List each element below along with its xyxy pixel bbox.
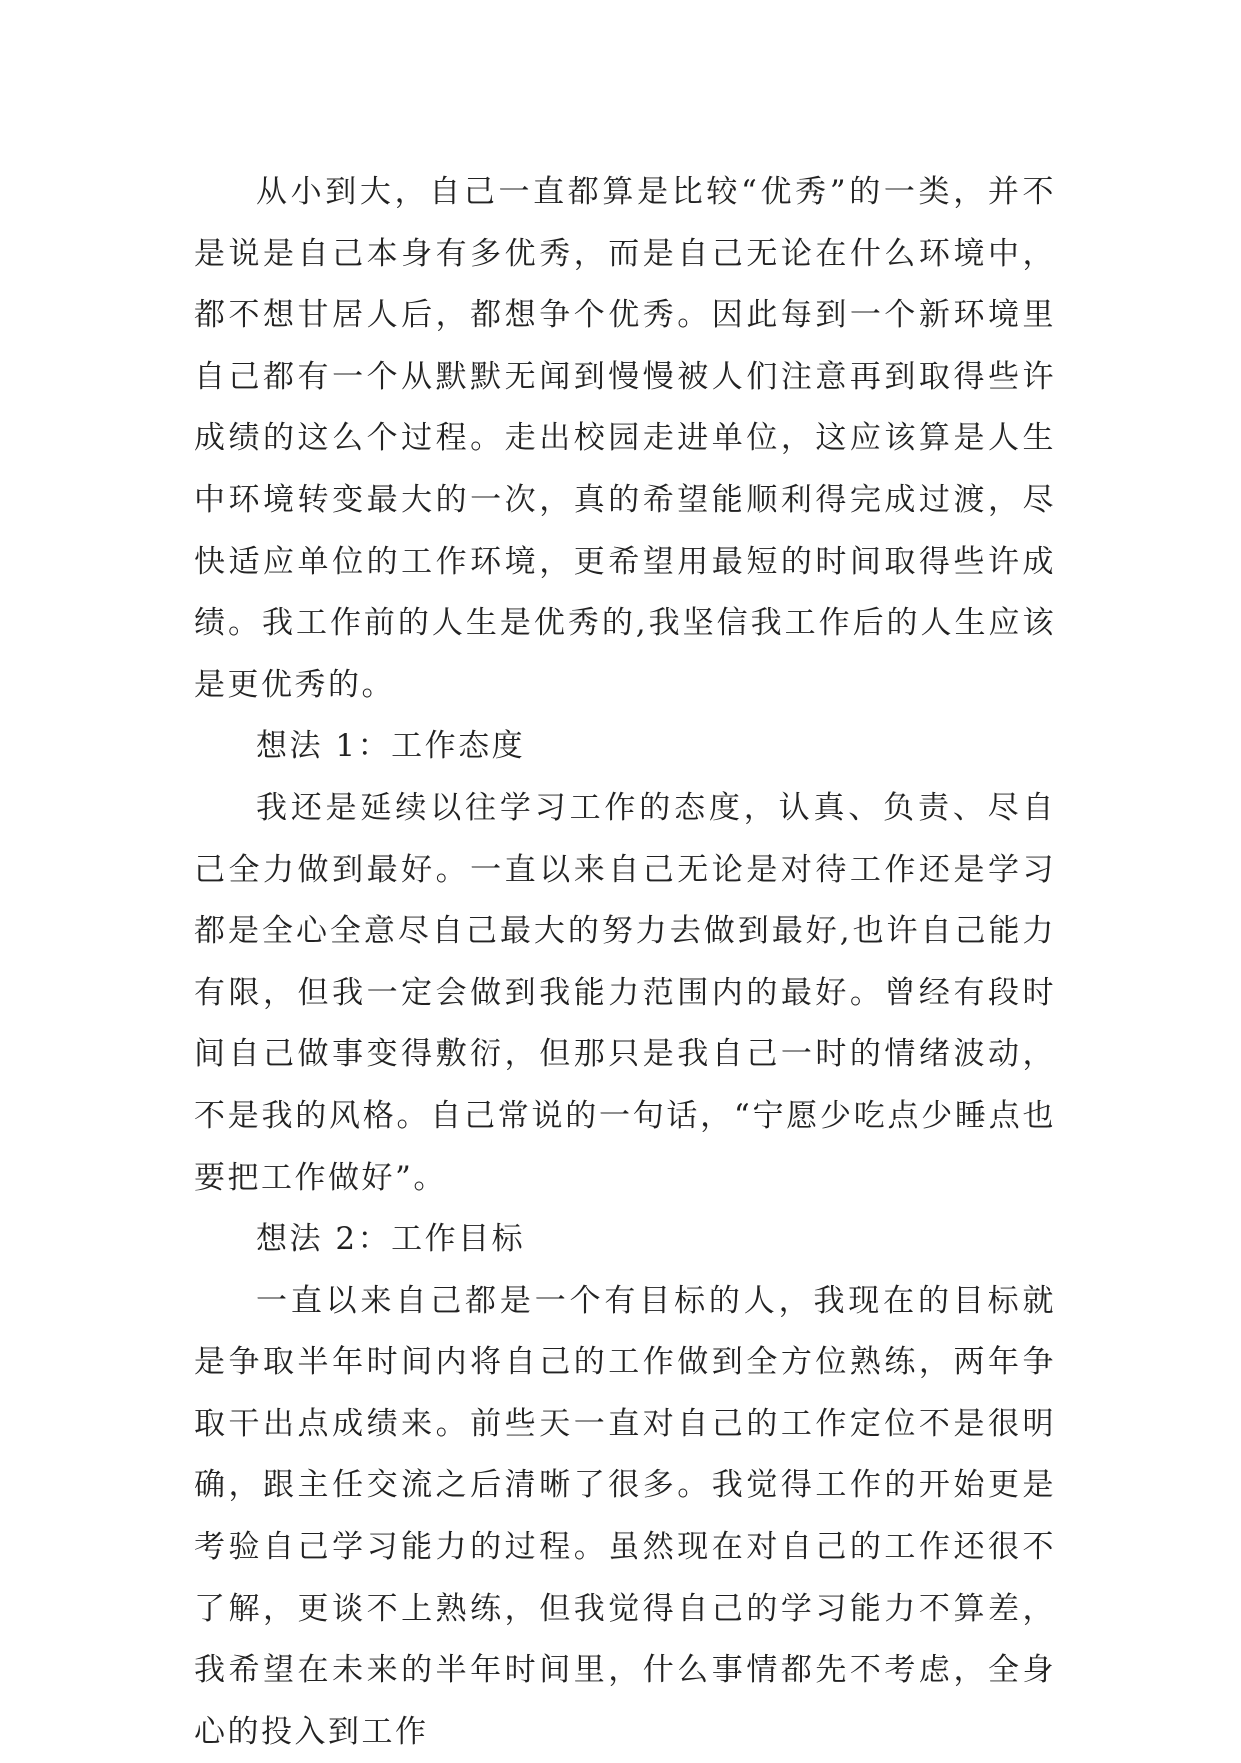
document-body [194,162,1056,1763]
paragraph-work-attitude: 我还是延续以往学习工作的态度，认真、负责、尽自己全力做到最好。一直以来自己无论是对待工作还是学习都是全心全意尽自己最大的努力去做到最好,也许自己能力有限，但我一定会做到我能力范围内的最好。曾经有段时间自己做事变得敷衍，但那只是我自己一时的情绪波动，不是我的风格。自己常说的一句话，“宁愿少吃点少睡点也要把工作做好”。 [194,789,1056,1196]
paragraph-intro: 从小到大，自己一直都算是比较“优秀”的一类，并不是说是自己本身有多优秀，而是自己无论在什么环境中，都不想甘居人后，都想争个优秀。因此每到一个新环境里自己都有一个从默默无闻到慢慢被人们注意再到取得些许成绩的这么个过程。走出校园走进单位，这应该算是人生中环境转变最大的一次，真的希望能顺利得完成过渡，尽快适应单位的工作环境，更希望用最短的时间取得些许成绩。我工作前的人生是优秀的,我坚信我工作后的人生应该是更优秀的。 [194,174,1056,703]
paragraph-work-goal: 一直以来自己都是一个有目标的人，我现在的目标就是争取半年时间内将自己的工作做到全方位熟练，两年争取干出点成绩来。前些天一直对自己的工作定位不是很明确，跟主任交流之后清晰了很多。我觉得工作的开始更是考验自己学习能力的过程。虽然现在对自己的工作还很不了解，更谈不上熟练，但我觉得自己的学习能力不算差，我希望在未来的半年时间里，什么事情都先不考虑，全身心的投入到工作 [194,1282,1056,1750]
heading-idea-2: 想法 2：工作目标 [256,1221,526,1258]
heading-idea-1: 想法 1：工作态度 [256,728,526,765]
